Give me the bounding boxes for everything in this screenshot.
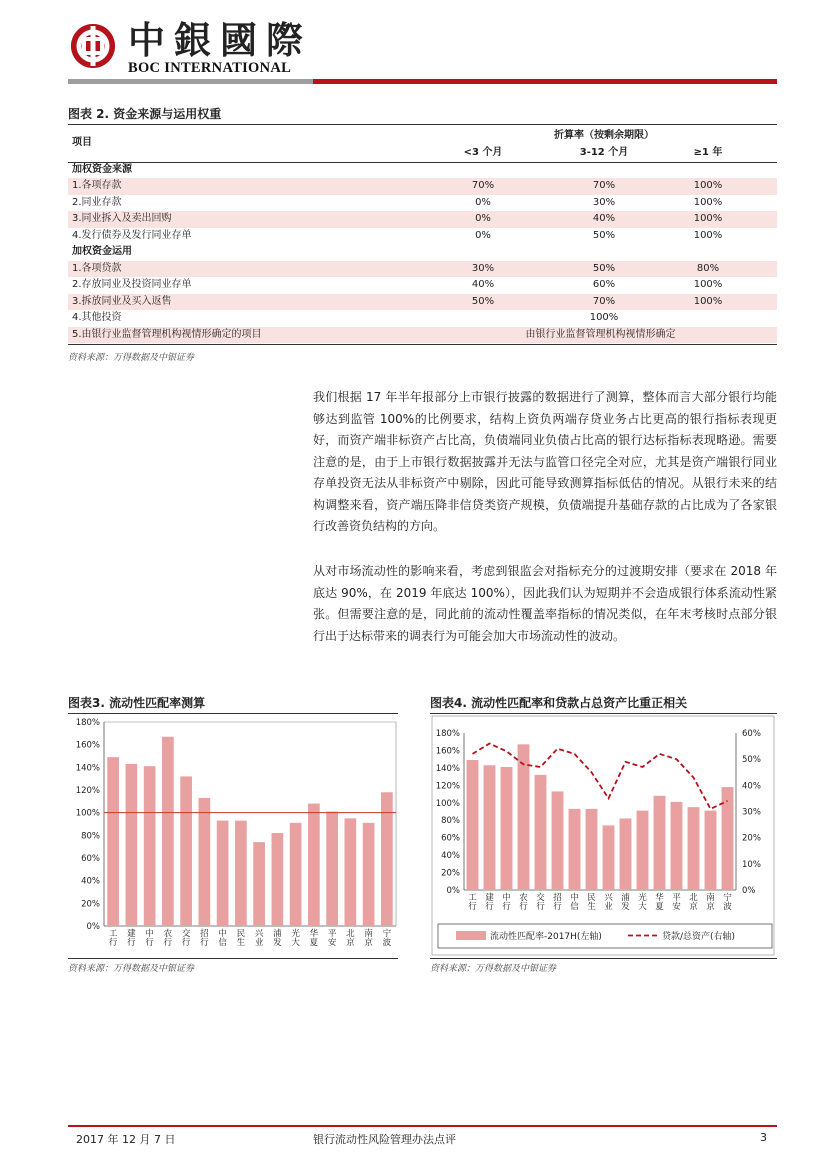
- chart3-x-tick-label: 民生: [236, 929, 246, 948]
- chart4-right-tick-label: 0%: [742, 886, 756, 896]
- chart3-x-tick-label: 兴业: [254, 929, 264, 948]
- cell: 80%: [696, 262, 720, 274]
- table-row: [68, 294, 777, 311]
- header-rule-gray: [68, 79, 313, 84]
- chart4-bar: [586, 809, 598, 890]
- chart3-y-tick-label: 20%: [81, 899, 100, 910]
- chart3-bar: [290, 823, 302, 926]
- chart4-bar: [467, 760, 479, 890]
- chart4-x-tick-label: 交行: [536, 893, 545, 912]
- table-row: [68, 277, 777, 294]
- chart4-x-tick-label: 华夏: [655, 893, 664, 912]
- footer-rule: [68, 1125, 777, 1127]
- chart4-title: 图表4. 流动性匹配率和贷款占总资产比重正相关: [430, 696, 688, 710]
- chart4-legend-bar-label: 流动性匹配率-2017H(左轴): [490, 932, 602, 942]
- chart4-bar: [654, 796, 666, 890]
- chart4-left-tick-label: 100%: [435, 798, 460, 809]
- row-label: 3.同业拆入及卖出回购: [72, 213, 172, 224]
- chart4-bar: [501, 767, 513, 890]
- table-row: [68, 310, 777, 327]
- chart4-left-tick-label: 80%: [441, 816, 460, 827]
- chart4-bar: [484, 765, 496, 890]
- cell: 40%: [471, 279, 495, 290]
- table-source: 资料来源：万得数据及中银证券: [68, 353, 195, 363]
- table-row: [68, 178, 777, 195]
- chart3-bar: [107, 757, 119, 926]
- chart4-x-tick-label: 北京: [689, 893, 698, 912]
- chart3-y-tick-label: 0%: [86, 922, 100, 932]
- col-header-ge1y: ≥1 年: [693, 147, 723, 158]
- chart3-y-tick-label: 160%: [75, 740, 100, 751]
- row-label: 2.存放同业及投资同业存单: [72, 279, 192, 290]
- chart3-x-tick-label: 工行: [108, 929, 118, 948]
- chart3-y-tick-label: 100%: [75, 808, 100, 819]
- cell: 100%: [693, 229, 723, 241]
- chart4-left-tick-label: 20%: [441, 868, 460, 879]
- header-rule-red: [313, 79, 777, 84]
- chart4-x-tick-label: 中行: [502, 893, 511, 912]
- table-row: [68, 228, 777, 245]
- chart4-x-tick-label: 浦发: [621, 893, 630, 912]
- chart4-left-tick-label: 160%: [435, 746, 460, 757]
- section-label: 加权资金运用: [72, 246, 132, 257]
- cell: 100%: [589, 312, 619, 323]
- chart3-x-tick-label: 农行: [163, 929, 173, 948]
- chart4-bar: [688, 807, 700, 890]
- boc-logo-icon: [71, 24, 115, 68]
- chart3-bar: [217, 821, 229, 926]
- chart4-x-tick-label: 民生: [587, 893, 596, 912]
- chart3-bar: [272, 833, 284, 926]
- chart3-y-tick-label: 120%: [75, 786, 100, 796]
- chart3-bar: [180, 776, 192, 926]
- chart4-x-tick-label: 光大: [638, 893, 647, 912]
- group-header: 折算率（按剩余期限）: [554, 130, 654, 141]
- cell: 0%: [475, 213, 491, 224]
- col-header-lt3m: <3 个月: [463, 147, 503, 158]
- cell: 50%: [592, 229, 616, 241]
- row-label: 1.各项存款: [72, 180, 122, 191]
- logo-english-name: BOC INTERNATIONAL: [128, 60, 292, 76]
- chart3-y-tick-label: 180%: [75, 718, 100, 728]
- cell: 100%: [693, 213, 723, 224]
- table-header-row-1: [68, 128, 777, 148]
- row-label: 4.发行债券及发行同业存单: [72, 229, 192, 241]
- row-label: 1.各项贷款: [72, 262, 122, 274]
- chart3-svg: [68, 714, 400, 958]
- chart4-legend-bar-swatch: [456, 931, 486, 940]
- chart4-right-tick-label: 20%: [742, 833, 761, 844]
- chart4-right-tick-label: 40%: [742, 781, 761, 792]
- cell: 50%: [471, 295, 495, 307]
- cell: 70%: [471, 180, 495, 191]
- chart4-right-tick-label: 30%: [742, 807, 761, 818]
- row-label: 5.由银行业监督管理机构视情形确定的项目: [72, 328, 262, 340]
- chart4-x-tick-label: 兴业: [604, 893, 613, 912]
- chart4-bar: [671, 802, 683, 890]
- chart3-x-tick-label: 北京: [346, 929, 355, 948]
- chart4-left-tick-label: 180%: [435, 729, 460, 739]
- chart3-title: 图表3. 流动性匹配率测算: [68, 696, 206, 710]
- chart4-x-tick-label: 建行: [485, 893, 494, 912]
- chart3-source: 资料来源：万得数据及中银证券: [68, 964, 195, 974]
- chart3-bar: [326, 812, 338, 926]
- chart4-right-tick-label: 10%: [742, 859, 761, 870]
- table-title: 图表 2. 资金来源与运用权重: [68, 107, 222, 121]
- paragraph-1: 我们根据 17 年半年报部分上市银行披露的数据进行了测算，整体而言大部分银行均能够达到监管 100%的比例要求，结构上资负两端存贷业务占比更高的银行指标表现更好，而资产端非标资产占比高，负债端同业负债占比高的银行达标指标表现略逊。需要注意的是，由于上市银行数据披露并无法与监管口径完全对应，尤其是资产端银行同业存单投资无法从非标资产中剔除，因此可能导致测算指标低估的情况。从银行未来的结构调整来看，资产端压降非信贷类资产规模，负债端提升基础存款的占比成为了各家银行改善资负结构的方向。: [313, 390, 777, 533]
- chart3-x-tick-label: 光大: [291, 929, 300, 948]
- chart3-bar: [253, 842, 265, 926]
- chart3-x-tick-label: 南京: [364, 929, 373, 948]
- chart4-right-tick-label: 50%: [742, 755, 761, 766]
- chart3-x-tick-label: 华夏: [309, 929, 319, 948]
- chart3-bar: [199, 798, 211, 926]
- paragraph-2: 从对市场流动性的影响来看，考虑到银监会对指标充分的过渡期安排（要求在 2018 年底达 90%，在 2019 年底达 100%），因此我们认为短期并不会造成银行体系流动性紧张。但需要注意的是，同此前的流动性覆盖率指标的情况类似，在年末考核时点部分银行出于达标带来的调表行为可能会加大市场流动性的波动。: [313, 564, 777, 643]
- chart4-bottom-rule: [430, 958, 777, 959]
- col-item-header: 项目: [72, 137, 92, 148]
- cell: 70%: [592, 295, 616, 307]
- chart4-x-tick-label: 南京: [706, 893, 715, 912]
- chart3-bar: [235, 821, 247, 926]
- chart4-x-tick-label: 平安: [672, 893, 681, 912]
- chart4-bar: [620, 818, 632, 890]
- cell: 0%: [475, 229, 491, 241]
- cell: 40%: [592, 213, 616, 224]
- chart4-left-tick-label: 60%: [441, 833, 460, 844]
- chart4-bar: [637, 811, 649, 890]
- table-row: [68, 211, 777, 228]
- cell: 100%: [693, 279, 723, 290]
- chart4-bar: [535, 775, 547, 890]
- table-header-row-2: [68, 145, 777, 162]
- chart4-bar: [705, 811, 717, 890]
- chart4-bar: [518, 744, 530, 890]
- cell: 0%: [475, 196, 491, 208]
- footer-date: 2017 年 12 月 7 日: [76, 1133, 176, 1146]
- chart4-bar: [603, 825, 615, 890]
- chart3-bar: [345, 818, 357, 926]
- cell: 60%: [592, 279, 616, 290]
- table-row: [68, 261, 777, 278]
- cell: 由银行业监督管理机构视情形确定: [525, 328, 676, 340]
- chart4-left-tick-label: 140%: [435, 763, 460, 774]
- row-label: 3.拆放同业及买入返售: [72, 295, 172, 307]
- cell: 100%: [693, 295, 723, 307]
- table-bottom-rule: [68, 344, 777, 345]
- chart3-x-tick-label: 浦发: [273, 929, 282, 948]
- section-sources: [68, 162, 777, 179]
- chart3-x-tick-label: 建行: [127, 929, 136, 948]
- table-row: [68, 327, 777, 344]
- chart4-bar: [569, 809, 581, 890]
- table-top-rule: [68, 124, 777, 125]
- chart3-y-tick-label: 80%: [81, 831, 100, 842]
- cell: 100%: [693, 196, 723, 208]
- footer-doc-title: 银行流动性风险管理办法点评: [313, 1133, 456, 1146]
- chart3-x-tick-label: 招行: [200, 929, 209, 948]
- section-label: 加权资金来源: [72, 164, 132, 175]
- chart4-x-tick-label: 农行: [519, 893, 528, 912]
- footer-page-number: 3: [760, 1131, 767, 1144]
- chart3-bar: [162, 737, 174, 926]
- cell: 100%: [693, 180, 723, 191]
- chart3-y-tick-label: 140%: [75, 763, 100, 774]
- chart3-bar: [126, 764, 138, 926]
- row-label: 4.其他投资: [72, 312, 122, 323]
- chart3-x-tick-label: 交行: [181, 929, 191, 948]
- chart4-svg: [430, 714, 779, 958]
- chart4-left-tick-label: 40%: [441, 851, 460, 862]
- chart3-bar: [363, 823, 375, 926]
- cell: 30%: [471, 262, 495, 274]
- chart4-bar: [552, 791, 564, 890]
- chart4-right-tick-label: 60%: [742, 729, 761, 739]
- chart4-x-tick-label: 中信: [570, 893, 579, 912]
- row-label: 2.同业存款: [72, 196, 122, 208]
- chart3-bottom-rule: [68, 958, 398, 959]
- chart4-x-tick-label: 宁波: [723, 893, 732, 912]
- section-uses: [68, 244, 777, 261]
- chart4-x-tick-label: 工行: [468, 893, 477, 912]
- cell: 30%: [592, 196, 616, 208]
- table-row: [68, 195, 777, 212]
- chart3-bar: [144, 766, 156, 926]
- col-header-3-12m: 3-12 个月: [579, 147, 629, 158]
- chart4-legend-line-label: 贷款/总资产(右轴): [662, 932, 736, 942]
- cell: 50%: [592, 262, 616, 274]
- chart3-x-tick-label: 平安: [327, 929, 337, 948]
- cell: 70%: [592, 180, 616, 191]
- chart3-y-tick-label: 40%: [81, 876, 100, 887]
- chart3-x-tick-label: 中行: [145, 929, 154, 948]
- chart3-bar: [308, 804, 320, 926]
- chart4-left-tick-label: 0%: [446, 886, 460, 896]
- chart3-x-tick-label: 中信: [218, 929, 227, 948]
- chart4-source: 资料来源：万得数据及中银证券: [430, 964, 557, 974]
- chart4-x-tick-label: 招行: [553, 893, 562, 912]
- chart3-x-tick-label: 宁波: [382, 929, 392, 948]
- chart3-y-tick-label: 60%: [81, 854, 100, 864]
- chart4-left-tick-label: 120%: [435, 781, 460, 792]
- logo-chinese-name: 中銀國際: [128, 18, 312, 62]
